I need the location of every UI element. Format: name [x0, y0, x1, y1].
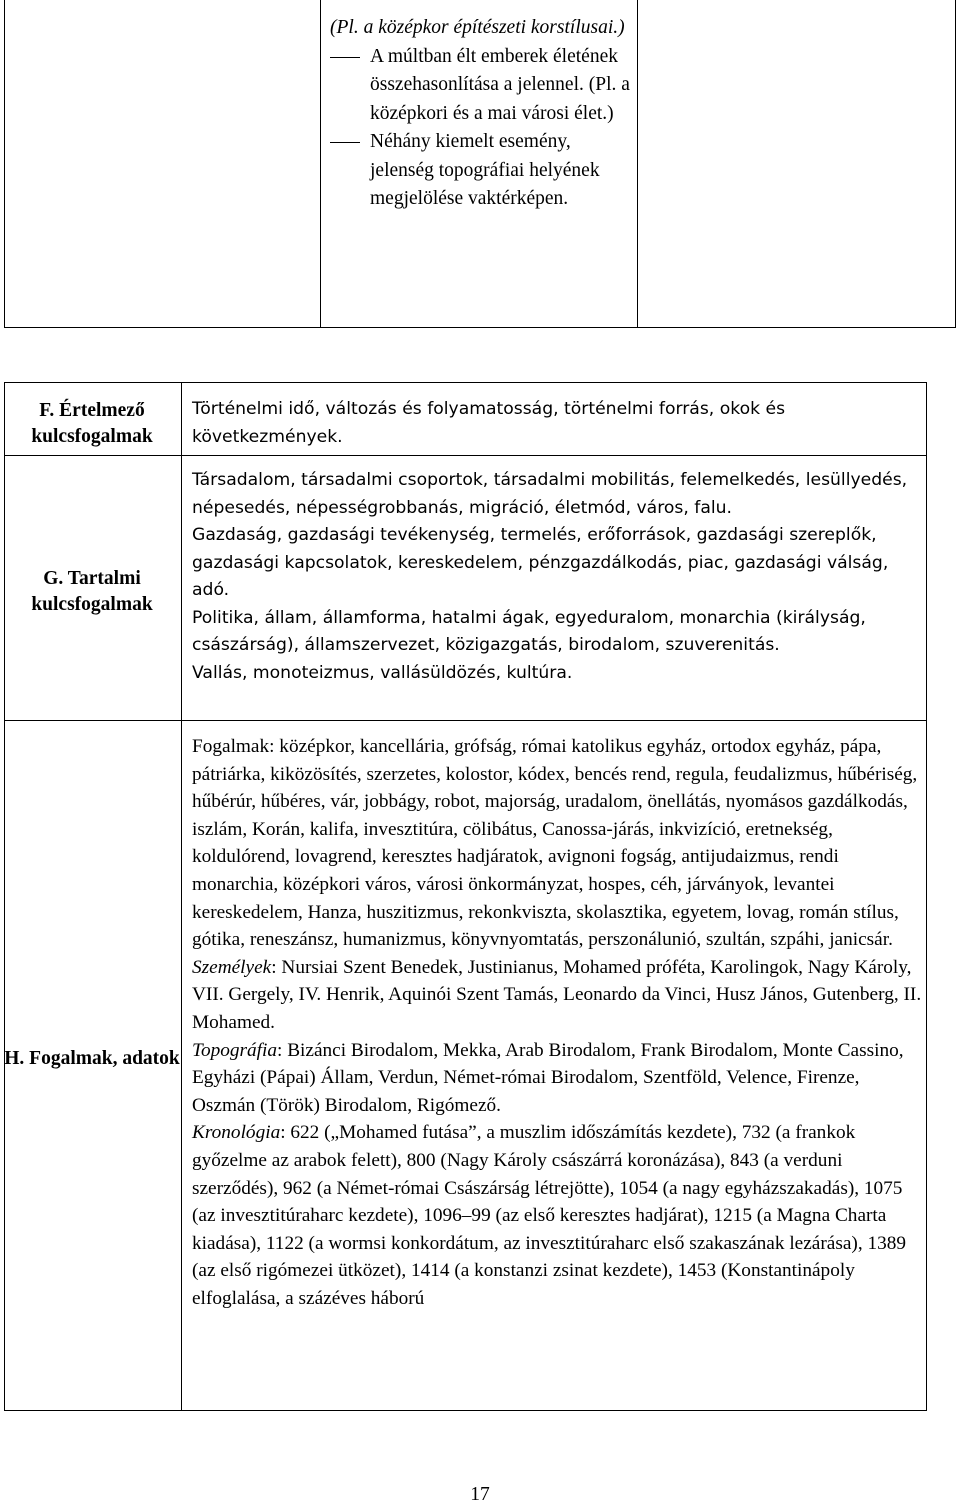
main-table-border-top	[4, 382, 927, 383]
kronologia-paragraph	[192, 1119, 922, 1312]
section-h-content	[192, 733, 922, 1312]
top-table-border-col2	[637, 0, 638, 328]
top-table-border-col1	[320, 0, 321, 328]
section-g-content	[192, 467, 922, 687]
list-item-text: A múltban élt emberek életének összehasonlítása a jelennel. (Pl. a középkori és a mai városi élet.)	[370, 45, 630, 124]
szemelyek-paragraph	[192, 954, 922, 1037]
main-table-border-bottom	[4, 1410, 927, 1411]
fogalmak-text: : középkor, kancellária, grófság, római katolikus egyház, ortodox egyház, pápa, pátriárka, kiközösítés, szerzetes, kolostor, kódex, bencés rend, regula, feudalizmus, hűbériség, hűbérúr, hűbéres, vár, jobbágy, robot, majorság, uradalom, önellátás, nyomásos gazdálkodás, iszlám, Korán, kalifa, invesztitúra, cölibátus, Canossa-járás, inkvizíció, eretnekség, koldulórend, lovagrend, keresztes hadjáratok, avignoni fogság, antijudaizmus, rendi monarchia, középkori város, városi önkormányzat, hospes, céh, járványok, levantei kereskedelem, Hanza, huszitizmus, rekonkviszta, skolasztika, egyetem, lovag, román stílus, gótika, reneszánsz, humanizmus, könyvnyomtatás, perszonálunió, szultán, szpáhi, janicsár.	[192, 736, 918, 951]
row-label-g: G. Tartalmi kulcsfogalmak	[31, 568, 153, 615]
topografia-text: : Bizánci Birodalom, Mekka, Arab Birodalom, Frank Birodalom, Monte Cassino, Egyházi (Pápai) Állam, Verdun, Német-római Birodalom, Szentföld, Velence, Firenze, Oszmán (Török) Birodalom, Rigómező.	[192, 1039, 904, 1116]
topografia-paragraph	[192, 1037, 922, 1120]
kronologia-text: : 622 („Mohamed futása”, a muszlim időszámítás kezdete), 732 (a frankok győzelme az arabok felett), 800 (Nagy Károly császárrá koronázása), 843 (a verduni szerződés), 962 (a Német-római Császárság létrejötte), 1054 (a nagy egyházszakadás), 1075 (az invesztitúraharc kezdete), 1096–99 (az első keresztes hadjárat), 1215 (a Magna Charta kiadása), 1122 (a wormsi konkordátum, az invesztitúraharc első szakaszának lezárása), 1389 (az első rigómezei ütközet), 1414 (a konstanzi zsinat kezdete), 1453 (Konstantinápoly elfoglalása, a százéves háború	[192, 1122, 907, 1309]
szemelyek-label: Személyek	[192, 956, 272, 978]
top-cell-intro: (Pl. a középkor építészeti korstílusai.)	[330, 17, 625, 38]
section-f-content	[192, 396, 912, 451]
section-g-paragraph: Társadalom, társadalmi csoportok, társadalmi mobilitás, felemelkedés, lesüllyedés, népesedés, népességrobbanás, migráció, életmód, város, falu.	[192, 470, 908, 518]
main-table-border-col	[181, 382, 182, 1411]
list-item	[330, 128, 630, 214]
section-g-paragraph: Gazdaság, gazdasági tevékenység, termelés, erőforrások, gazdasági szereplők, gazdasági kapcsolatok, kereskedelem, pénzgazdálkodás, piac, gazdasági válság, adó.	[192, 525, 889, 600]
main-table-border-right	[926, 382, 927, 1411]
fogalmak-paragraph	[192, 733, 922, 954]
kronologia-label: Kronológia	[192, 1122, 281, 1144]
row-label-h: H. Fogalmak, adatok	[4, 1048, 180, 1069]
row-divider-g-h	[4, 720, 927, 721]
topografia-label: Topográfia	[192, 1039, 278, 1061]
section-f-text: Történelmi idő, változás és folyamatosság, történelmi forrás, okok és következmények.	[192, 399, 786, 447]
list-item-text: Néhány kiemelt esemény, jelenség topográfiai helyének megjelölése vaktérképen.	[370, 131, 600, 209]
dash-bullet	[330, 57, 360, 58]
section-g-paragraph: Vallás, monoteizmus, vallásüldözés, kultúra.	[192, 662, 573, 683]
list-item	[330, 43, 630, 129]
top-table-border-left	[4, 0, 5, 328]
top-table-border-bottom	[4, 327, 956, 328]
main-table-border-left	[4, 382, 5, 1411]
szemelyek-text: : Nursiai Szent Benedek, Justinianus, Mohamed próféta, Karolingok, Nagy Károly, VII. Gergely, IV. Henrik, Aquinói Szent Tamás, Leonardo da Vinci, Husz János, Gutenberg, II. Mohamed.	[192, 956, 922, 1033]
dash-bullet	[330, 142, 360, 143]
fogalmak-label: Fogalmak	[192, 736, 270, 757]
row-divider-f-g	[4, 455, 927, 456]
top-table-border-right	[955, 0, 956, 328]
top-cell-content	[330, 14, 630, 214]
page-number: 17	[470, 1484, 490, 1505]
row-label-f: F. Értelmező kulcsfogalmak	[31, 400, 153, 447]
section-g-paragraph: Politika, állam, államforma, hatalmi ágak, egyeduralom, monarchia (királyság, császárság), államszervezet, közigazgatás, birodalom, szuverenitás.	[192, 607, 866, 655]
